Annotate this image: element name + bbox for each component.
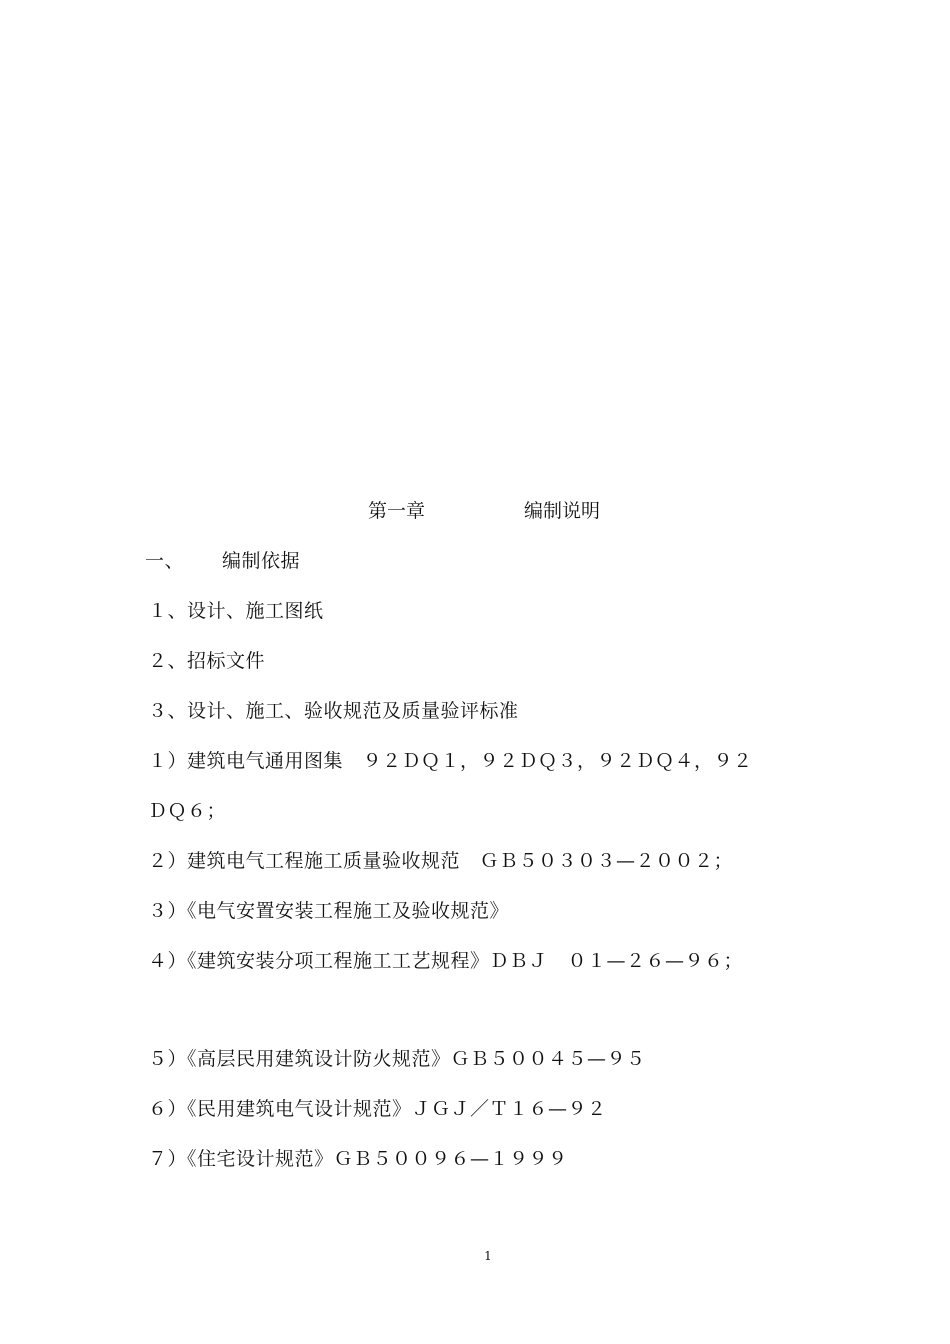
list-item: ２、招标文件 [148,650,266,672]
page-number: 1 [484,1249,492,1263]
list-item: ２）建筑电气工程施工质量验收规范 ＧＢ５０３０３—２００２； [148,850,734,872]
section-title: 编制依据 [222,550,301,572]
list-item: １、设计、施工图纸 [148,600,324,622]
list-item: ７）《住宅设计规范》ＧＢ５００９６—１９９９ [148,1148,568,1170]
list-item: ６）《民用建筑电气设计规范》ＪＧＪ／Ｔ１６—９２ [148,1098,607,1120]
chapter-title: 编制说明 [524,500,601,522]
list-item: ３）《电气安置安装工程施工及验收规范》 [148,900,510,922]
list-item: ４）《建筑安装分项工程施工工艺规程》ＤＢＪ ０１—２６—９６； [148,950,744,972]
section-number: 一、 [145,550,185,572]
list-item: ５）《高层民用建筑设计防火规范》ＧＢ５００４５—９５ [148,1048,646,1070]
list-item: １）建筑电气通用图集 ９２ＤＱ１，９２ＤＱ３，９２ＤＱ４，９２ [148,750,753,772]
chapter-number: 第一章 [368,500,426,522]
list-item: ３、设计、施工、验收规范及质量验评标准 [148,700,519,722]
list-item: ＤＱ６； [148,800,227,822]
